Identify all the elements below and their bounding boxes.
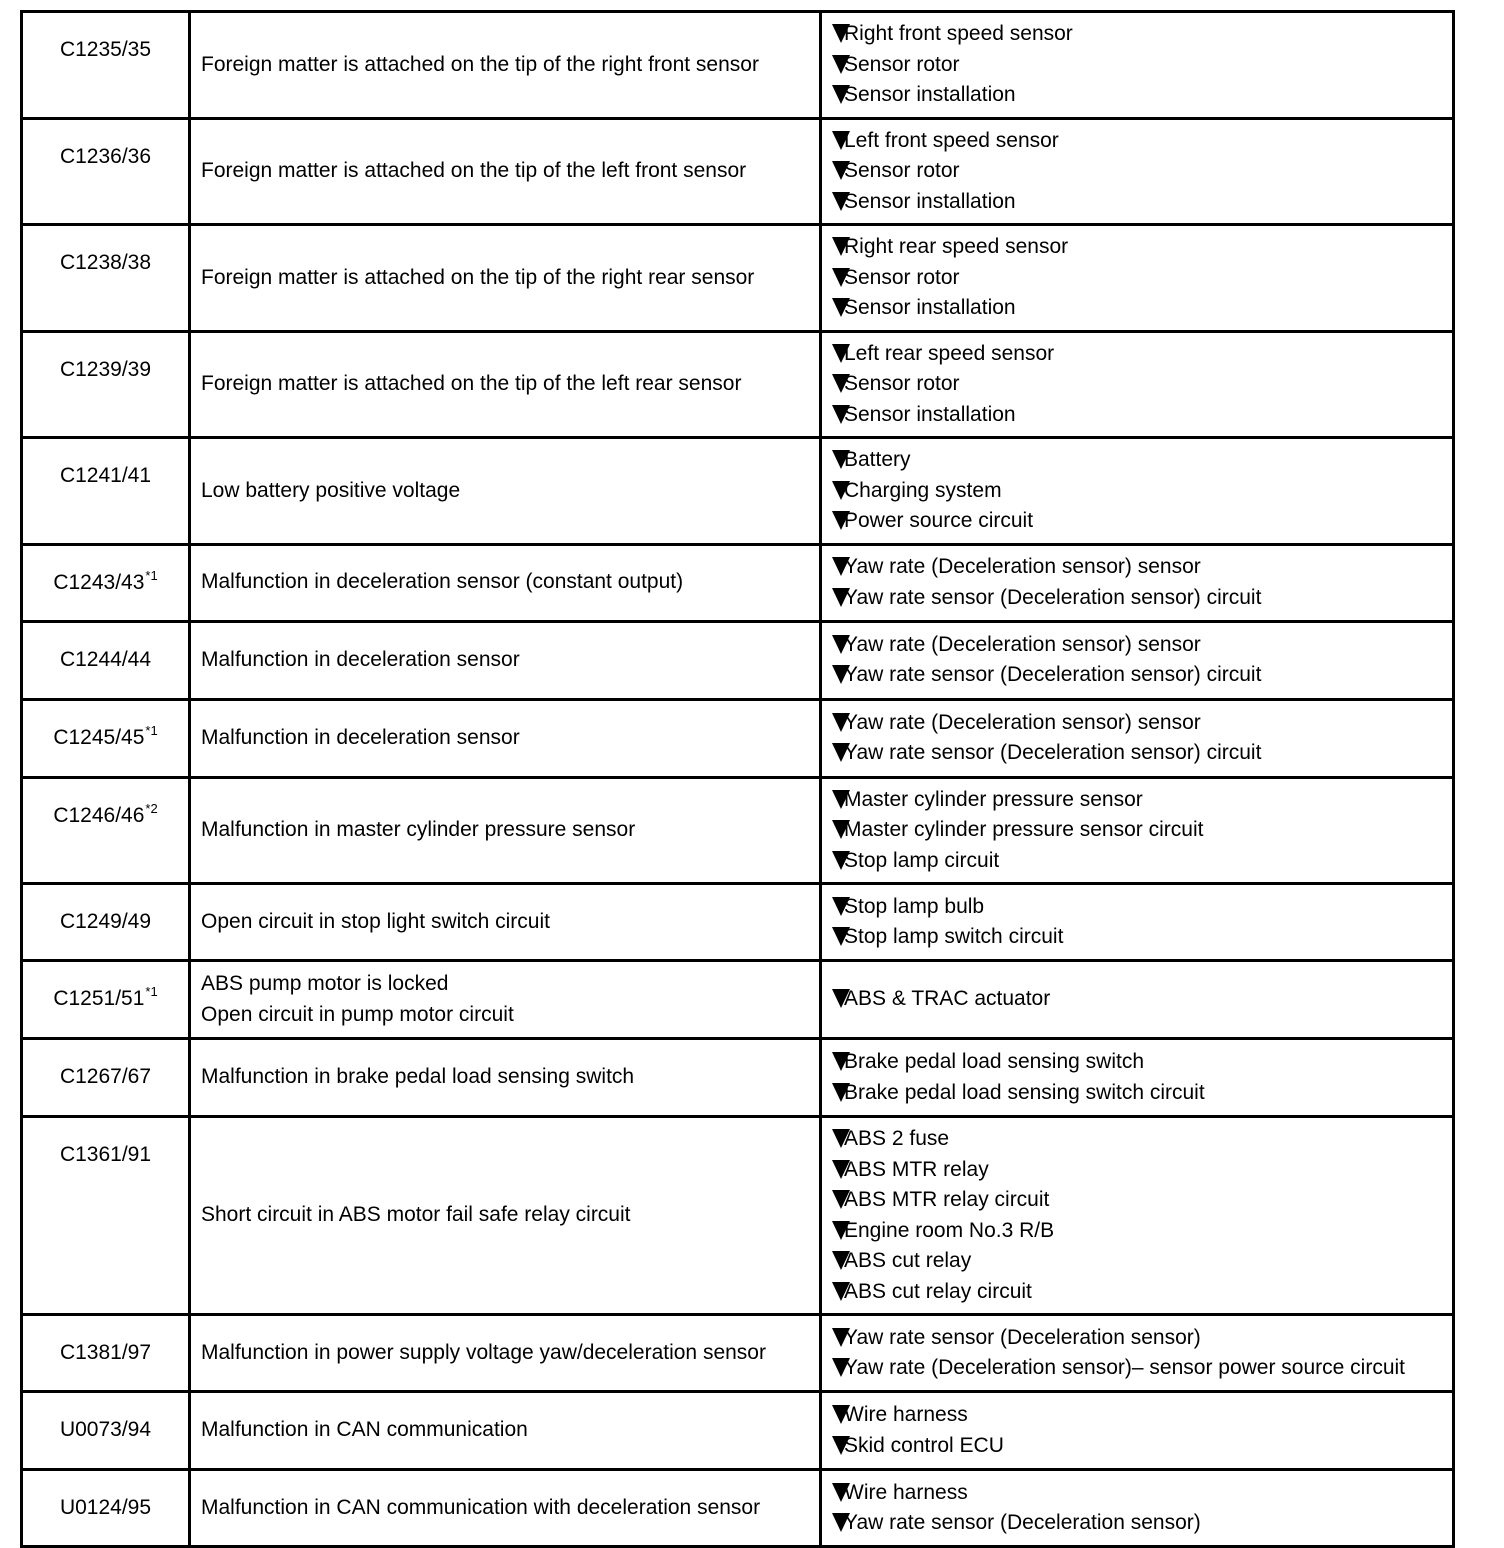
detection-condition-text: Foreign matter is attached on the tip of the left front sensor [201,159,747,182]
trouble-area-item [832,984,1452,1015]
detection-condition-cell [190,118,821,225]
trouble-area-item [832,1353,1452,1384]
dtc-code: U0073/94 [59,1418,152,1441]
trouble-area-item [832,1277,1452,1308]
trouble-area-item [832,785,1452,816]
trouble-area-item [832,476,1452,507]
dtc-code: C1361/91 [59,1143,152,1166]
detection-condition-cell [190,438,821,545]
trouble-area-text: ABS 2 fuse [844,1127,950,1150]
trouble-area-text: Stop lamp circuit [844,848,1000,872]
dtc-code: C1249/49 [59,910,152,933]
trouble-area-item [832,187,1452,218]
trouble-area-item [832,738,1452,769]
trouble-area-cell [821,621,1454,699]
dtc-code-cell [22,12,190,119]
trouble-area-text: ABS cut relay [844,1249,972,1272]
detection-condition-text: Foreign matter is attached on the tip of the left rear sensor [201,372,742,395]
detection-condition-text: ABS pump motor is locked [201,972,449,995]
trouble-area-text: Sensor rotor [844,265,960,289]
trouble-area-item [832,263,1452,294]
detection-condition-cell [190,331,821,438]
dtc-code: C1239/39 [59,357,152,381]
table-row [22,544,1454,621]
trouble-area-item [832,1246,1452,1277]
detection-condition-text: Malfunction in CAN communication [201,1418,528,1442]
dtc-footnote-mark: *1 [145,984,158,999]
dtc-code-cell [22,1039,190,1117]
table-row [22,777,1454,884]
trouble-area-item [832,1078,1452,1109]
dtc-code-cell [22,1392,190,1470]
table-row [22,699,1454,777]
dtc-code-cell [22,1117,190,1315]
trouble-area-text: Charging system [844,478,1002,502]
trouble-area-text: Yaw rate sensor (Deceleration sensor) circuit [844,741,1262,764]
trouble-area-item [832,1216,1452,1247]
trouble-area-text: Left rear speed sensor [844,341,1055,365]
trouble-area-cell [821,544,1454,621]
trouble-area-text: Yaw rate sensor (Deceleration sensor) circuit [844,585,1262,609]
trouble-area-text: Sensor rotor [844,372,960,395]
dtc-code: C1267/67 [59,1065,152,1088]
table-row [22,1470,1454,1547]
dtc-footnote-mark: *2 [145,800,158,816]
trouble-area-text: ABS cut relay circuit [844,1279,1032,1303]
trouble-area-cell [821,884,1454,961]
trouble-area-text: Brake pedal load sensing switch circuit [844,1080,1205,1104]
trouble-area-text: ABS & TRAC actuator [844,987,1051,1011]
trouble-area-cell [821,1470,1454,1547]
trouble-area-text: Yaw rate sensor (Deceleration sensor) [844,1325,1201,1349]
trouble-area-item [832,1124,1452,1155]
detection-condition-cell [190,225,821,332]
trouble-area-cell [821,1039,1454,1117]
trouble-area-item [832,815,1452,846]
dtc-code-cell [22,438,190,545]
trouble-area-cell [821,1315,1454,1392]
detection-condition-text: Malfunction in master cylinder pressure sensor [201,818,636,841]
detection-condition-text: Foreign matter is attached on the tip of the right rear sensor [201,265,755,289]
dtc-code: C1236/36 [59,144,152,168]
trouble-area-item [832,583,1452,614]
detection-condition-text: Low battery positive voltage [201,478,461,502]
trouble-area-item [832,369,1452,400]
trouble-area-text: Yaw rate sensor (Deceleration sensor) circuit [844,663,1262,686]
detection-condition-cell [190,777,821,884]
trouble-area-text: Right front speed sensor [844,22,1073,45]
dtc-code-cell [22,621,190,699]
trouble-area-text: Power source circuit [844,509,1034,532]
trouble-area-cell [821,331,1454,438]
table-row [22,225,1454,332]
trouble-area-item [832,552,1452,583]
trouble-area-text: Sensor installation [844,402,1016,426]
trouble-area-cell [821,118,1454,225]
trouble-area-cell [821,438,1454,545]
detection-condition-text: Malfunction in deceleration sensor [201,725,520,749]
trouble-area-item [832,1155,1452,1186]
trouble-area-text: Wire harness [844,1480,968,1504]
dtc-code: C1235/35 [59,38,152,61]
trouble-area-item [832,232,1452,263]
dtc-code-cell [22,1470,190,1547]
detection-condition-cell [190,699,821,777]
table-row [22,438,1454,545]
trouble-area-cell [821,225,1454,332]
table-row [22,1392,1454,1470]
trouble-area-item [832,708,1452,739]
detection-condition-cell [190,1039,821,1117]
trouble-area-text: Battery [844,448,911,471]
trouble-area-item [832,1431,1452,1462]
dtc-code: U0124/95 [59,1496,152,1519]
trouble-area-text: Sensor installation [844,189,1016,213]
trouble-area-cell [821,961,1454,1039]
trouble-area-text: Brake pedal load sensing switch [844,1050,1145,1073]
table-row [22,884,1454,961]
dtc-table-body [22,12,1454,1547]
detection-condition-cell [190,1470,821,1547]
trouble-area-text: Yaw rate (Deceleration sensor) sensor [844,555,1201,578]
table-row [22,1039,1454,1117]
detection-condition-text: Malfunction in brake pedal load sensing switch [201,1065,635,1089]
table-row [22,12,1454,119]
trouble-area-cell [821,1117,1454,1315]
detection-condition-text: Malfunction in deceleration sensor (constant output) [201,570,684,594]
trouble-area-text: Sensor installation [844,83,1016,106]
trouble-area-item [832,156,1452,187]
trouble-area-item [832,80,1452,111]
trouble-area-item [832,400,1452,431]
trouble-area-item [832,846,1452,877]
trouble-area-text: Wire harness [844,1403,968,1426]
trouble-area-text: ABS MTR relay circuit [844,1188,1050,1211]
trouble-area-item [832,445,1452,476]
trouble-area-item [832,922,1452,953]
dtc-code-cell [22,118,190,225]
dtc-code: C1243/43 [53,570,145,594]
dtc-code: C1251/51 [53,987,145,1010]
trouble-area-item [832,126,1452,157]
trouble-area-item [832,1185,1452,1216]
trouble-area-cell [821,1392,1454,1470]
trouble-area-item [832,50,1452,81]
dtc-footnote-mark: *1 [145,722,158,738]
trouble-area-item [832,293,1452,324]
trouble-area-text: Stop lamp switch circuit [844,925,1064,948]
detection-condition-text: Open circuit in pump motor circuit [201,1002,514,1026]
trouble-area-item [832,19,1452,50]
trouble-area-text: Left front speed sensor [844,128,1059,152]
dtc-code-cell [22,331,190,438]
trouble-area-item [832,1400,1452,1431]
trouble-area-cell [821,699,1454,777]
detection-condition-cell [190,1117,821,1315]
trouble-area-text: Sensor installation [844,296,1016,319]
detection-condition-cell [190,621,821,699]
dtc-table [20,10,1455,1548]
table-row [22,961,1454,1039]
dtc-code: C1241/41 [59,464,152,487]
detection-condition-cell [190,1392,821,1470]
detection-condition-text: Malfunction in CAN communication with deceleration sensor [201,1495,761,1519]
detection-condition-text: Open circuit in stop light switch circuit [201,909,550,933]
detection-condition-cell [190,12,821,119]
trouble-area-text: Sensor rotor [844,52,960,76]
dtc-code-cell [22,884,190,961]
detection-condition-cell [190,884,821,961]
trouble-area-text: Yaw rate (Deceleration sensor)– sensor power source circuit [844,1356,1406,1379]
trouble-area-text: Skid control ECU [844,1433,1004,1457]
trouble-area-item [832,892,1452,923]
trouble-area-item [832,1478,1452,1509]
trouble-area-text: Master cylinder pressure sensor circuit [844,818,1204,841]
trouble-area-text: Stop lamp bulb [844,894,985,918]
detection-condition-text: Foreign matter is attached on the tip of the right front sensor [201,52,759,76]
dtc-code-cell [22,225,190,332]
dtc-code: C1238/38 [59,251,152,274]
detection-condition-cell [190,1315,821,1392]
dtc-code-cell [22,1315,190,1392]
table-row [22,331,1454,438]
detection-condition-text: Short circuit in ABS motor fail safe relay circuit [201,1203,631,1227]
detection-condition-text: Malfunction in power supply voltage yaw/deceleration sensor [201,1340,766,1364]
dtc-code-cell [22,961,190,1039]
trouble-area-item [832,1047,1452,1078]
dtc-code: C1244/44 [59,647,152,671]
trouble-area-text: Sensor rotor [844,159,960,182]
trouble-area-item [832,1323,1452,1354]
trouble-area-text: Right rear speed sensor [844,235,1069,258]
trouble-area-item [832,339,1452,370]
detection-condition-cell [190,544,821,621]
table-row [22,1117,1454,1315]
table-row [22,1315,1454,1392]
dtc-footnote-mark: *1 [145,567,158,583]
dtc-code-cell [22,544,190,621]
dtc-code-cell [22,777,190,884]
trouble-area-text: Master cylinder pressure sensor [844,787,1143,811]
dtc-code: C1246/46 [53,803,145,827]
trouble-area-text: Yaw rate (Deceleration sensor) sensor [844,632,1201,656]
dtc-code-cell [22,699,190,777]
trouble-area-cell [821,12,1454,119]
detection-condition-cell [190,961,821,1039]
dtc-code: C1381/97 [59,1341,152,1364]
dtc-code: C1245/45 [53,725,145,749]
trouble-area-item [832,1508,1452,1539]
trouble-area-cell [821,777,1454,884]
trouble-area-item [832,506,1452,537]
trouble-area-item [832,630,1452,661]
table-row [22,621,1454,699]
trouble-area-text: Yaw rate (Deceleration sensor) sensor [844,710,1201,734]
trouble-area-text: ABS MTR relay [844,1157,989,1181]
detection-condition-text: Malfunction in deceleration sensor [201,647,520,671]
table-row [22,118,1454,225]
trouble-area-text: Yaw rate sensor (Deceleration sensor) [844,1511,1201,1534]
trouble-area-item [832,660,1452,691]
trouble-area-text: Engine room No.3 R/B [844,1218,1055,1242]
